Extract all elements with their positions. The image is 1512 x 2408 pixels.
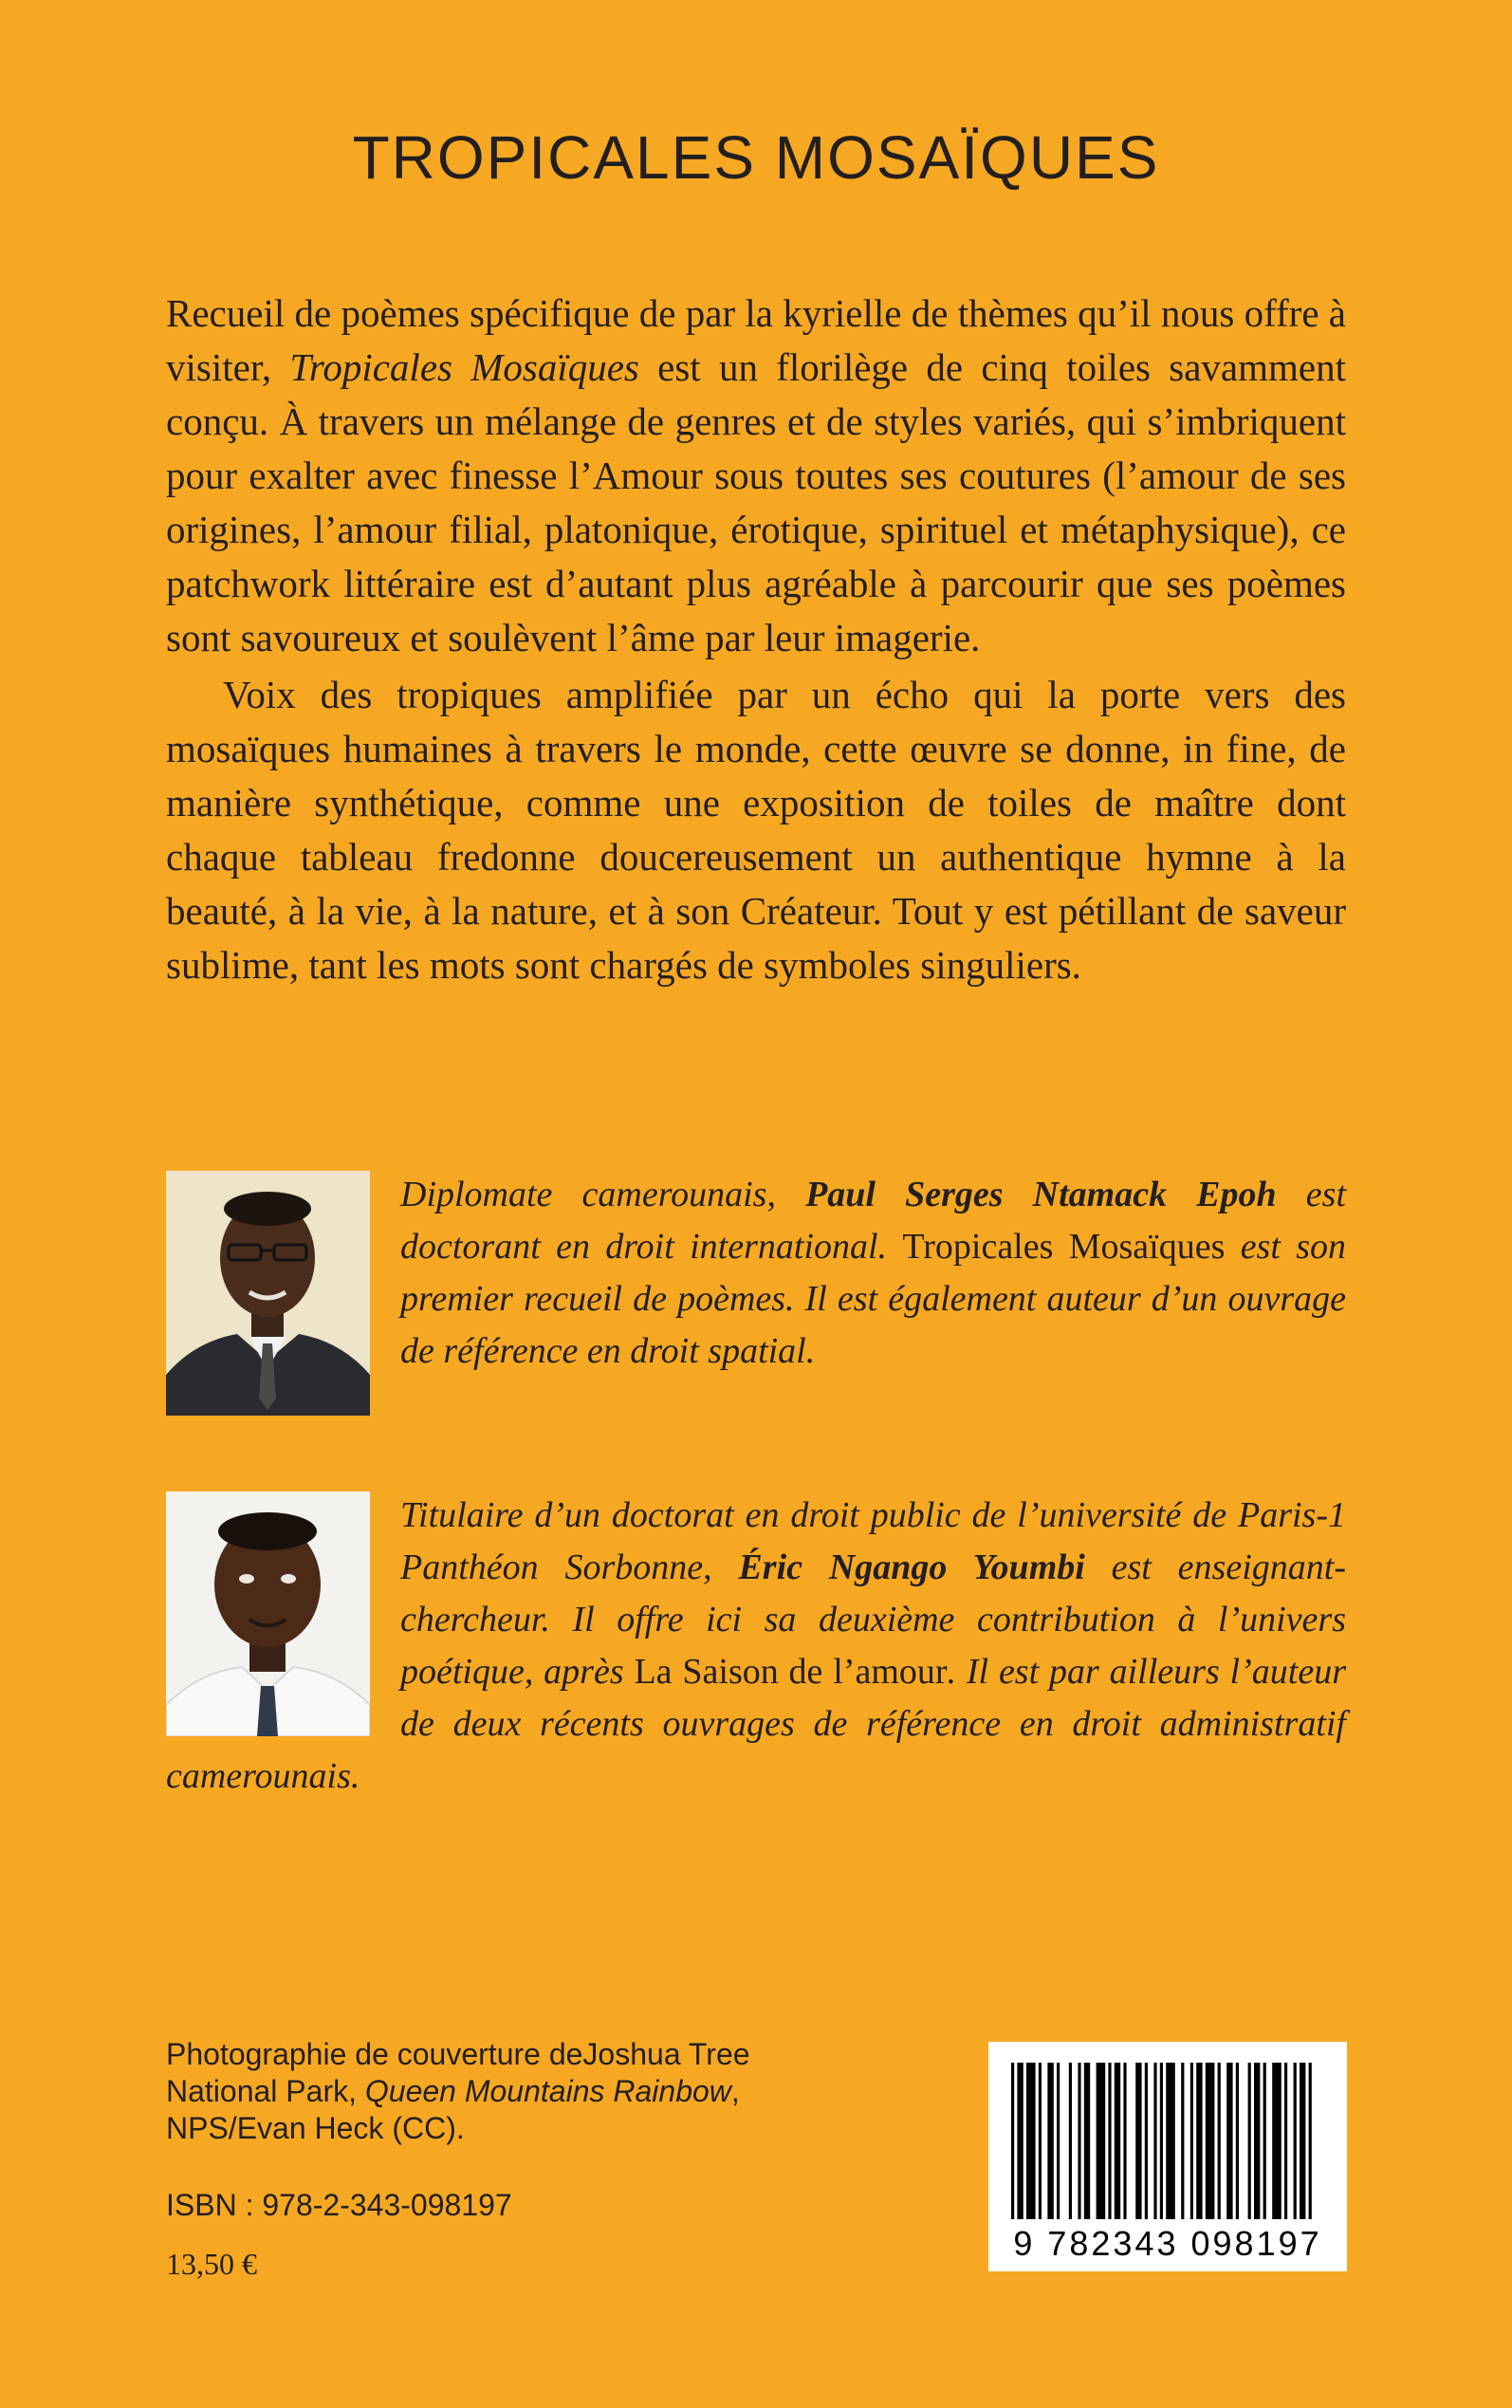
credit-text: , (730, 2074, 740, 2108)
barcode-bar (1254, 2063, 1260, 2219)
back-cover-blurb (166, 287, 1346, 992)
barcode-bar (1263, 2063, 1266, 2219)
author-bio-2 (166, 1490, 1346, 1803)
portrait-icon (166, 1171, 370, 1416)
barcode-bar (1097, 2063, 1106, 2219)
author-name: Éric Ngango Youmbi (738, 1547, 1085, 1587)
credit-photo-title: Queen Mountains Rainbow (364, 2074, 731, 2108)
book-title-ref: Tropicales Mosaïques (902, 1227, 1226, 1267)
credit-line (166, 2073, 887, 2110)
barcode-bar (1272, 2063, 1282, 2219)
barcode-bar (1248, 2063, 1251, 2219)
barcode-bar (1084, 2063, 1090, 2219)
barcode-bar (1160, 2063, 1163, 2219)
barcode-bar (1190, 2063, 1193, 2219)
barcode-bar (1115, 2063, 1120, 2219)
book-title: TROPICALES MOSAÏQUES (352, 123, 1160, 192)
blurb-paragraph-2: Voix des tropiques amplifiée par un écho qui la porte vers des mosaïques humaines à travers le monde, cette œuvre se donne, in fine, de manière synthétique, comme une exposition de toiles de maître dont chaque tableau fredonne doucereusement un authentique hymne à la beauté, à la vie, à la nature, et à son Créateur. Tout y est pétillant de saveur sublime, tant les mots sont chargés de symboles singuliers. (166, 673, 1346, 987)
barcode-bar (1294, 2063, 1297, 2219)
barcode-bar (1078, 2063, 1080, 2219)
bio-text: Titulaire d’un doctorat en droit public de l’université de Paris-1 Panthéon Sorbonne, (400, 1495, 1346, 1587)
author-photo-1 (166, 1171, 370, 1416)
barcode-bar (1057, 2063, 1060, 2219)
book-title-italic: Tropicales Mosaïques (289, 345, 639, 389)
barcode-bar (1284, 2063, 1287, 2219)
barcode-bar (1069, 2063, 1072, 2219)
barcode-bar (1017, 2063, 1023, 2219)
barcode-bar (1309, 2063, 1312, 2219)
barcode-bar (1153, 2063, 1156, 2219)
barcode-bar (1206, 2063, 1215, 2219)
barcode-bar (1145, 2063, 1148, 2219)
bio-text: Diplomate camerounais, (400, 1175, 806, 1214)
barcode-bar (1300, 2063, 1305, 2219)
bio-text: . Il est par ailleurs l’auteur de deux récents ouvrages de référence en droit administratif camerounais. (166, 1652, 1346, 1796)
barcode-bar (1039, 2063, 1042, 2219)
barcode (988, 2042, 1347, 2271)
barcode-bar (1047, 2063, 1053, 2219)
barcode-bar (1108, 2063, 1111, 2219)
barcode-bar (1236, 2063, 1239, 2219)
barcode-bar (1166, 2063, 1175, 2219)
isbn: ISBN : 978-2-343-098197 (166, 2188, 512, 2222)
barcode-bar (1196, 2063, 1202, 2219)
barcode-bar (1218, 2063, 1221, 2219)
blurb-paragraph-1 (166, 287, 1346, 665)
barcode-bar (1135, 2063, 1141, 2219)
barcode-bar (1123, 2063, 1126, 2219)
author-bio-1 (166, 1169, 1346, 1416)
barcode-bar (1181, 2063, 1184, 2219)
portrait-icon (166, 1491, 370, 1736)
price: 13,50 € (166, 2247, 257, 2281)
photo-credits (166, 2036, 887, 2147)
barcode-digits: 9 782343 098197 (1013, 2224, 1322, 2263)
credit-line: Photographie de couverture deJoshua Tree (166, 2037, 750, 2071)
book-title-ref: La Saison de l’amour (634, 1652, 948, 1692)
credit-text: National Park, (166, 2074, 365, 2108)
blurb-text: est un florilège de cinq toiles savamment conçu. À travers un mélange de genres et de styles variés, qui s’imbriquent pour exalter avec finesse l’Amour sous toutes ses coutures (l’amour de ses origines, l’amour filial, platonique, érotique, spirituel et métaphysique), ce patchwork littéraire est d’autant plus agréable à parcourir que ses poèmes sont savoureux et soulèvent l’âme par leur imagerie. (166, 345, 1346, 659)
barcode-bar (1011, 2063, 1014, 2219)
barcode-bar (1026, 2063, 1036, 2219)
bio-text: est enseignant-chercheur. Il offre ici sa deuxième contribution à l’univers poétique, après (400, 1547, 1346, 1692)
author-name: Paul Serges Ntamack Epoh (805, 1175, 1277, 1214)
bio-text: est doctorant en droit international. (400, 1175, 1347, 1267)
barcode-bars (1011, 2063, 1324, 2219)
barcode-bar (1226, 2063, 1232, 2219)
author-photo-2 (166, 1491, 370, 1736)
credit-line: NPS/Evan Heck (CC). (166, 2111, 465, 2145)
blurb-text: Recueil de poèmes spécifique de par la kyrielle de thèmes qu’il nous offre à visiter, (166, 291, 1346, 389)
bio-text: est son premier recueil de poèmes. Il est également auteur d’un ouvrage de référence en droit spatial. (400, 1227, 1347, 1371)
